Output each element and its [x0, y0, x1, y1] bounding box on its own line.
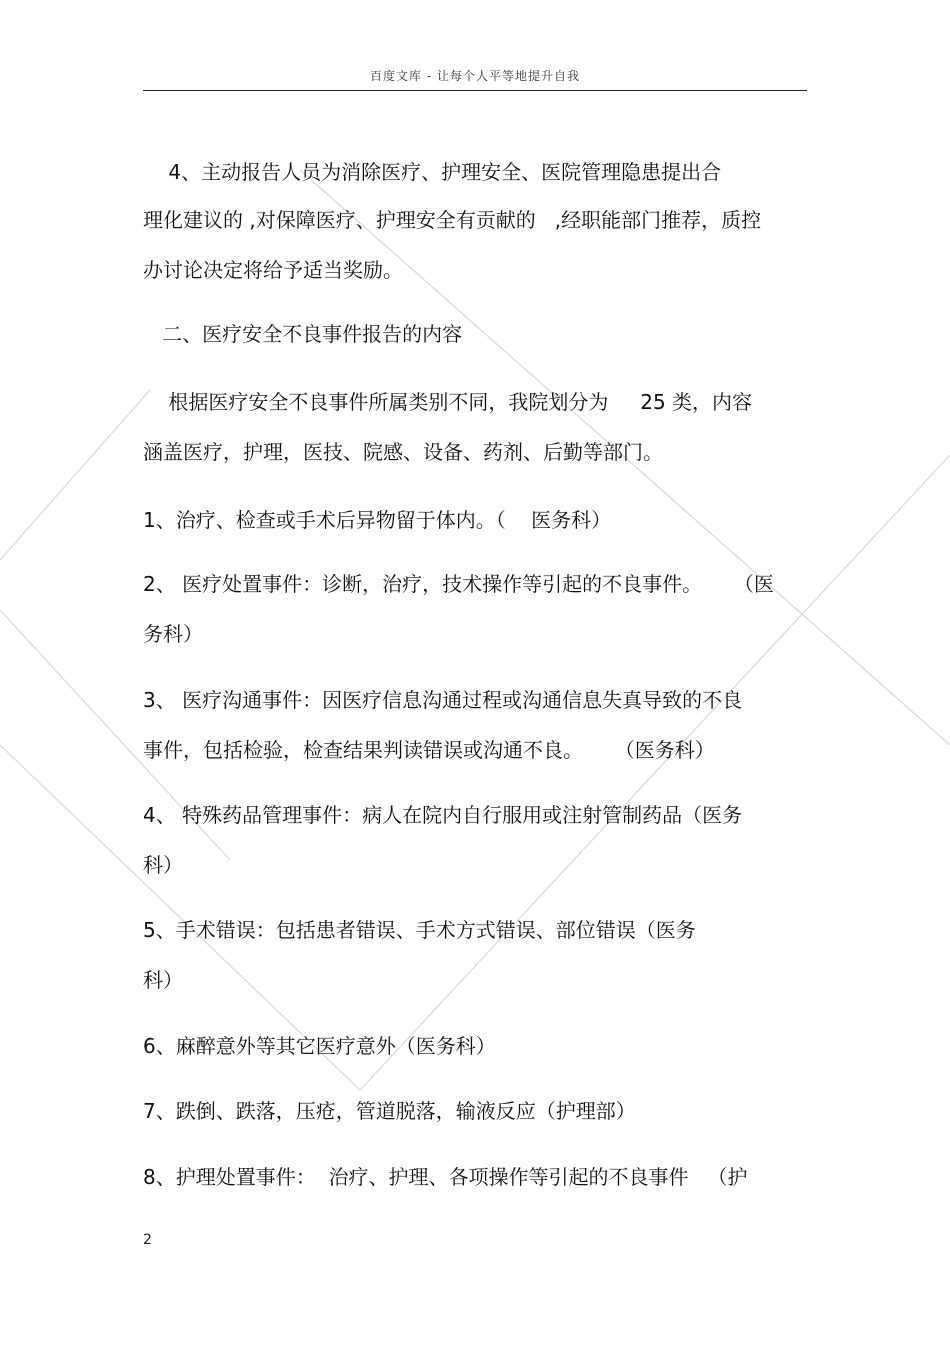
list-item-continuation: 事件，包括检验，检查结果判读错误或沟通不良。 （医务科） — [143, 738, 715, 762]
list-item: 6、麻醉意外等其它医疗意外（医务科） — [143, 1034, 496, 1058]
list-item: 4、 特殊药品管理事件：病人在院内自行服用或注射管制药品（医务 — [143, 803, 743, 827]
page-header: 百度文库 - 让每个人平等地提升自我 — [370, 69, 580, 83]
section-heading: 二、医疗安全不良事件报告的内容 — [143, 322, 463, 346]
body-line: 根据医疗安全不良事件所属类别不同，我院划分为 25 类，内容 — [143, 390, 753, 414]
watermark-line — [0, 390, 150, 560]
list-item: 2、 医疗处置事件：诊断，治疗，技术操作等引起的不良事件。 （医 — [143, 572, 774, 596]
list-item: 1、治疗、检查或手术后异物留于体内。（ 医务科） — [143, 508, 612, 532]
list-item: 8、护理处置事件： 治疗、护理、各项操作等引起的不良事件 （护 — [143, 1165, 748, 1189]
header-rule — [143, 90, 807, 91]
body-line: 4、主动报告人员为消除医疗、护理安全、医院管理隐患提出合 — [143, 160, 722, 184]
body-line: 办讨论决定将给予适当奖励。 — [143, 258, 403, 282]
page-number: 2 — [143, 1232, 152, 1248]
body-line: 理化建议的 ,对保障医疗、护理安全有贡献的 ,经职能部门推荐，质控 — [143, 208, 762, 232]
list-item: 3、 医疗沟通事件：因医疗信息沟通过程或沟通信息失真导致的不良 — [143, 688, 743, 712]
list-item-continuation: 科） — [143, 853, 183, 877]
list-item: 7、跌倒、跌落，压疮，管道脱落，输液反应（护理部） — [143, 1099, 636, 1123]
body-line: 涵盖医疗，护理，医技、院感、设备、药剂、后勤等部门。 — [143, 440, 663, 464]
list-item: 5、手术错误：包括患者错误、手术方式错误、部位错误（医务 — [143, 918, 696, 942]
list-item-continuation: 务科） — [143, 622, 203, 646]
list-item-continuation: 科） — [143, 968, 183, 992]
watermark-line — [360, 455, 950, 1090]
